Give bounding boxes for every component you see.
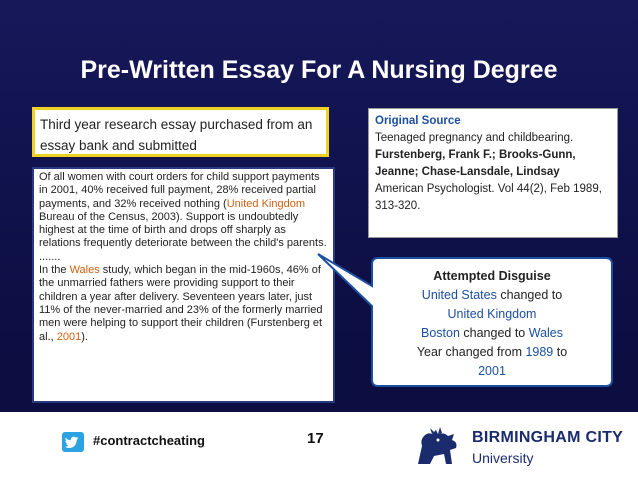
callout-line-5: 2001 [478,364,506,378]
disguised-location: Wales [69,264,100,277]
essay-paragraph-2: In the Wales study, which began in the mid-1960s, 46% of the unmarried fathers were providing support to their children a year after delivery. Seventeen years later, just 11% of the never-married and 23% of the formerly married men were helping to support their children (Furstenberg et al., 2001). [39,264,323,343]
essay-ellipsis: ....... [39,250,61,263]
callout-line-2: United Kingdom [447,307,537,321]
callout-line-3: Boston changed to Wales [421,326,563,340]
callout-line-4: Year changed from 1989 to [416,345,568,359]
source-title: Teenaged pregnancy and childbearing. [375,132,574,144]
source-citation: American Psychologist. Vol 44(2), Feb 1989, 313-320. [375,183,602,212]
slide-title: Pre-Written Essay For A Nursing Degree [80,56,558,84]
essay-description-box: Third year research essay purchased from an essay bank and submitted [32,107,329,157]
disguised-country: United Kingdom [226,197,306,210]
university-name: BIRMINGHAM CITY [472,429,624,446]
university-crest-logo [408,424,464,470]
callout-line-1: United States changed to [421,288,563,302]
callout-heading: Attempted Disguise [433,269,551,283]
hashtag-text: #contractcheating [93,433,205,448]
source-heading: Original Source [375,115,461,127]
callout-text [378,267,606,381]
disguised-year: 2001 [56,330,82,343]
university-subtitle: University [472,450,534,466]
source-authors: Furstenberg, Frank F.; Brooks-Gunn, Jeanne; Chase-Lansdale, Lindsay [375,149,576,178]
page-number: 17 [307,430,324,447]
twitter-icon [62,432,84,452]
essay-paragraph-1: Of all women with court orders for child support payments in 2001, 40% received full payment, 28% received partial payments, and 32% received nothing (United Kingdom Bureau of the Census, 2003). Support is undoubtedly highest at the time of birth and drops off sharply as relations frequently deteriorate between the child's parents. [39,171,327,250]
